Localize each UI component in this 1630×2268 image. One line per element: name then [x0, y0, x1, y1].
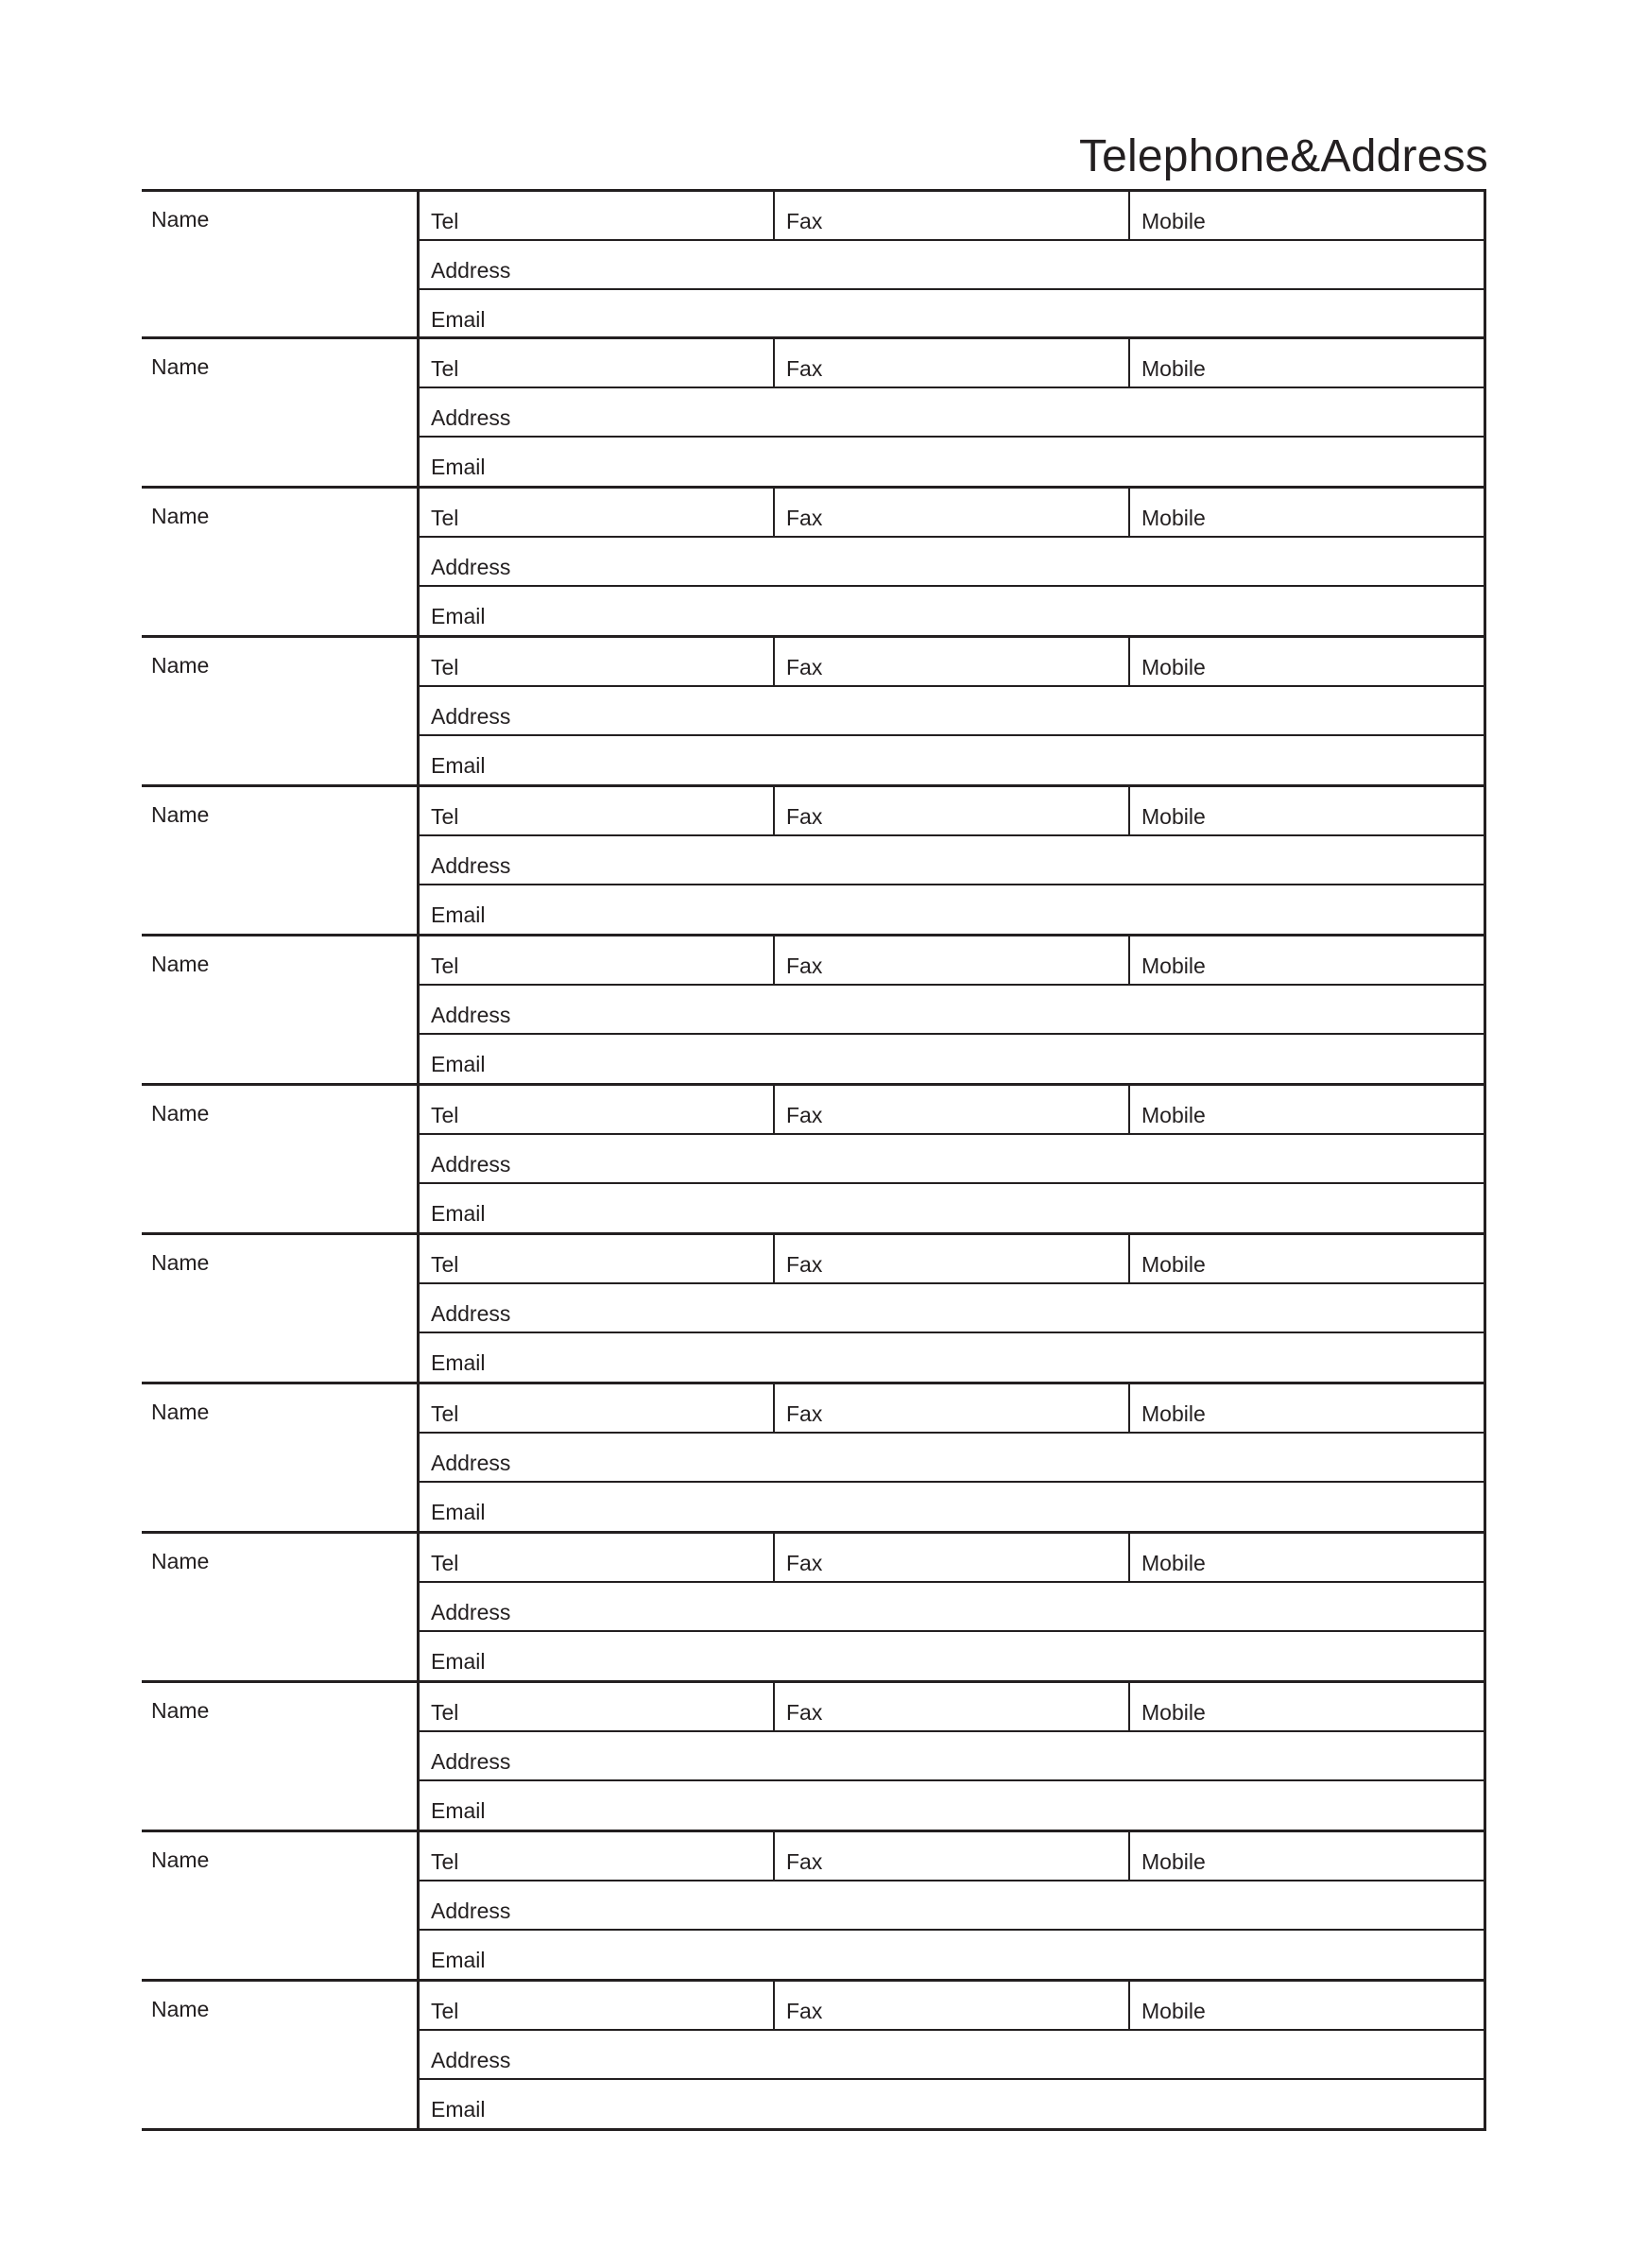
mobile-label: Mobile	[1141, 1700, 1206, 1725]
email-label: Email	[431, 455, 486, 479]
mobile-label: Mobile	[1141, 506, 1206, 530]
address-field[interactable]	[420, 1135, 1484, 1182]
contact-fields	[420, 192, 1486, 336]
mobile-field[interactable]	[1130, 1534, 1484, 1581]
address-field[interactable]	[420, 2031, 1484, 2078]
name-label: Name	[151, 1698, 210, 1723]
phone-row	[420, 1235, 1484, 1284]
contact-entry	[142, 1384, 1486, 1534]
email-label: Email	[431, 2097, 486, 2122]
address-row	[420, 1881, 1484, 1931]
tel-field[interactable]	[420, 787, 775, 834]
phone-row	[420, 192, 1484, 241]
email-field[interactable]	[420, 1483, 1484, 1530]
address-row	[420, 241, 1484, 290]
email-field[interactable]	[420, 885, 1484, 933]
contact-entry	[142, 1982, 1486, 2131]
email-row	[420, 438, 1484, 485]
name-label: Name	[151, 354, 210, 379]
tel-label: Tel	[431, 506, 459, 530]
fax-label: Fax	[786, 1401, 823, 1426]
address-row	[420, 1583, 1484, 1632]
name-label: Name	[151, 1250, 210, 1275]
email-label: Email	[431, 604, 486, 628]
contact-entry	[142, 936, 1486, 1086]
tel-field[interactable]	[420, 1534, 775, 1581]
address-row	[420, 687, 1484, 736]
email-field[interactable]	[420, 1035, 1484, 1082]
name-label: Name	[151, 504, 210, 528]
name-field[interactable]	[142, 1086, 420, 1232]
name-label: Name	[151, 1847, 210, 1872]
address-label: Address	[431, 853, 511, 878]
email-row	[420, 1035, 1484, 1082]
phone-row	[420, 1384, 1484, 1434]
mobile-label: Mobile	[1141, 954, 1206, 978]
mobile-field[interactable]	[1130, 192, 1484, 239]
tel-field[interactable]	[420, 339, 775, 387]
name-label: Name	[151, 653, 210, 678]
address-field[interactable]	[420, 241, 1484, 288]
mobile-label: Mobile	[1141, 655, 1206, 679]
address-row	[420, 1732, 1484, 1781]
contact-fields	[420, 638, 1486, 784]
contact-entry	[142, 1832, 1486, 1982]
email-field[interactable]	[420, 1781, 1484, 1829]
tel-label: Tel	[431, 954, 459, 978]
email-field[interactable]	[420, 2080, 1484, 2127]
address-field[interactable]	[420, 388, 1484, 436]
fax-label: Fax	[786, 1700, 823, 1725]
address-label: Address	[431, 1003, 511, 1027]
phone-row	[420, 936, 1484, 986]
contact-fields	[420, 339, 1486, 486]
email-row	[420, 1184, 1484, 1231]
email-label: Email	[431, 1500, 486, 1524]
address-row	[420, 538, 1484, 587]
contact-entry	[142, 489, 1486, 638]
email-row	[420, 290, 1484, 337]
fax-field[interactable]	[775, 192, 1130, 239]
email-row	[420, 1781, 1484, 1829]
address-label: Address	[431, 258, 511, 283]
name-label: Name	[151, 207, 210, 232]
tel-field[interactable]	[420, 192, 775, 239]
mobile-label: Mobile	[1141, 1999, 1206, 2023]
name-field[interactable]	[142, 787, 420, 934]
phone-row	[420, 1086, 1484, 1135]
phone-row	[420, 339, 1484, 388]
address-label: Address	[431, 1301, 511, 1326]
email-label: Email	[431, 1649, 486, 1674]
email-field[interactable]	[420, 1184, 1484, 1231]
name-field[interactable]	[142, 489, 420, 635]
address-field[interactable]	[420, 1732, 1484, 1779]
fax-field[interactable]	[775, 787, 1130, 834]
email-field[interactable]	[420, 1632, 1484, 1679]
address-field[interactable]	[420, 1881, 1484, 1929]
address-field[interactable]	[420, 986, 1484, 1033]
email-row	[420, 885, 1484, 933]
tel-field[interactable]	[420, 638, 775, 685]
fax-label: Fax	[786, 1849, 823, 1874]
mobile-label: Mobile	[1141, 356, 1206, 381]
address-row	[420, 836, 1484, 885]
fax-field[interactable]	[775, 638, 1130, 685]
fax-field[interactable]	[775, 1832, 1130, 1880]
name-label: Name	[151, 1400, 210, 1424]
tel-label: Tel	[431, 804, 459, 829]
name-field[interactable]	[142, 339, 420, 486]
name-label: Name	[151, 1549, 210, 1573]
email-label: Email	[431, 1798, 486, 1823]
mobile-label: Mobile	[1141, 1103, 1206, 1127]
email-field[interactable]	[420, 290, 1484, 337]
fax-label: Fax	[786, 1103, 823, 1127]
address-label: Address	[431, 704, 511, 729]
fax-field[interactable]	[775, 1534, 1130, 1581]
mobile-field[interactable]	[1130, 1086, 1484, 1133]
tel-label: Tel	[431, 1551, 459, 1575]
tel-field[interactable]	[420, 936, 775, 984]
tel-label: Tel	[431, 1103, 459, 1127]
email-row	[420, 2080, 1484, 2127]
name-field[interactable]	[142, 1235, 420, 1382]
address-label: Address	[431, 2048, 511, 2072]
name-field[interactable]	[142, 1683, 420, 1830]
fax-field[interactable]	[775, 1683, 1130, 1730]
address-field[interactable]	[420, 836, 1484, 884]
fax-field[interactable]	[775, 1982, 1130, 2029]
mobile-field[interactable]	[1130, 1832, 1484, 1880]
email-row	[420, 1333, 1484, 1381]
mobile-field[interactable]	[1130, 936, 1484, 984]
email-field[interactable]	[420, 1931, 1484, 1978]
tel-field[interactable]	[420, 1384, 775, 1432]
email-label: Email	[431, 1948, 486, 1972]
name-label: Name	[151, 1101, 210, 1125]
contact-entry	[142, 787, 1486, 936]
contact-fields	[420, 936, 1486, 1083]
address-row	[420, 1135, 1484, 1184]
fax-field[interactable]	[775, 1384, 1130, 1432]
tel-field[interactable]	[420, 1086, 775, 1133]
tel-label: Tel	[431, 655, 459, 679]
address-label: Address	[431, 1451, 511, 1475]
name-field[interactable]	[142, 1384, 420, 1531]
email-label: Email	[431, 1201, 486, 1226]
mobile-field[interactable]	[1130, 1235, 1484, 1282]
contact-entry	[142, 1086, 1486, 1235]
tel-label: Tel	[431, 1252, 459, 1277]
fax-label: Fax	[786, 1551, 823, 1575]
mobile-label: Mobile	[1141, 209, 1206, 233]
mobile-label: Mobile	[1141, 1252, 1206, 1277]
fax-label: Fax	[786, 209, 823, 233]
contact-fields	[420, 1534, 1486, 1680]
address-field[interactable]	[420, 687, 1484, 734]
address-field[interactable]	[420, 1434, 1484, 1481]
mobile-field[interactable]	[1130, 1982, 1484, 2029]
tel-field[interactable]	[420, 1832, 775, 1880]
phone-row	[420, 787, 1484, 836]
contact-fields	[420, 1683, 1486, 1830]
contact-fields	[420, 1982, 1486, 2128]
fax-field[interactable]	[775, 936, 1130, 984]
address-row	[420, 986, 1484, 1035]
fax-label: Fax	[786, 954, 823, 978]
fax-field[interactable]	[775, 339, 1130, 387]
mobile-label: Mobile	[1141, 1551, 1206, 1575]
address-label: Address	[431, 1749, 511, 1774]
name-label: Name	[151, 1997, 210, 2021]
fax-field[interactable]	[775, 1086, 1130, 1133]
address-field[interactable]	[420, 1583, 1484, 1630]
address-label: Address	[431, 1152, 511, 1177]
address-book-table	[142, 189, 1486, 2131]
name-field[interactable]	[142, 936, 420, 1083]
mobile-field[interactable]	[1130, 638, 1484, 685]
contact-entry	[142, 1683, 1486, 1832]
phone-row	[420, 1534, 1484, 1583]
mobile-field[interactable]	[1130, 787, 1484, 834]
contact-entry	[142, 1235, 1486, 1384]
phone-row	[420, 1683, 1484, 1732]
contact-fields	[420, 1086, 1486, 1232]
address-field[interactable]	[420, 538, 1484, 585]
fax-label: Fax	[786, 356, 823, 381]
fax-label: Fax	[786, 655, 823, 679]
name-field[interactable]	[142, 1832, 420, 1979]
tel-field[interactable]	[420, 489, 775, 536]
contact-fields	[420, 787, 1486, 934]
name-field[interactable]	[142, 1982, 420, 2128]
name-field[interactable]	[142, 1534, 420, 1680]
contact-entry	[142, 1534, 1486, 1683]
address-field[interactable]	[420, 1284, 1484, 1332]
address-label: Address	[431, 1600, 511, 1624]
address-row	[420, 2031, 1484, 2080]
fax-label: Fax	[786, 1252, 823, 1277]
mobile-field[interactable]	[1130, 1384, 1484, 1432]
fax-label: Fax	[786, 1999, 823, 2023]
mobile-field[interactable]	[1130, 339, 1484, 387]
email-label: Email	[431, 1350, 486, 1375]
name-field[interactable]	[142, 192, 420, 336]
mobile-field[interactable]	[1130, 1683, 1484, 1730]
contact-entry	[142, 339, 1486, 489]
email-row	[420, 736, 1484, 783]
contact-entry	[142, 192, 1486, 339]
name-field[interactable]	[142, 638, 420, 784]
mobile-label: Mobile	[1141, 804, 1206, 829]
address-row	[420, 1434, 1484, 1483]
email-row	[420, 1931, 1484, 1978]
mobile-field[interactable]	[1130, 489, 1484, 536]
phone-row	[420, 638, 1484, 687]
tel-label: Tel	[431, 1849, 459, 1874]
fax-label: Fax	[786, 506, 823, 530]
fax-field[interactable]	[775, 1235, 1130, 1282]
email-field[interactable]	[420, 438, 1484, 485]
phone-row	[420, 1982, 1484, 2031]
email-label: Email	[431, 902, 486, 927]
email-field[interactable]	[420, 736, 1484, 783]
tel-label: Tel	[431, 356, 459, 381]
address-label: Address	[431, 1899, 511, 1923]
tel-label: Tel	[431, 1999, 459, 2023]
email-row	[420, 587, 1484, 634]
tel-label: Tel	[431, 1401, 459, 1426]
address-row	[420, 1284, 1484, 1333]
address-row	[420, 388, 1484, 438]
email-row	[420, 1483, 1484, 1530]
contact-fields	[420, 1384, 1486, 1531]
email-label: Email	[431, 307, 486, 332]
address-label: Address	[431, 555, 511, 579]
email-label: Email	[431, 753, 486, 778]
contact-fields	[420, 1832, 1486, 1979]
phone-row	[420, 489, 1484, 538]
fax-label: Fax	[786, 804, 823, 829]
email-field[interactable]	[420, 587, 1484, 634]
email-row	[420, 1632, 1484, 1679]
contact-fields	[420, 489, 1486, 635]
phone-row	[420, 1832, 1484, 1881]
tel-label: Tel	[431, 209, 459, 233]
mobile-label: Mobile	[1141, 1401, 1206, 1426]
mobile-label: Mobile	[1141, 1849, 1206, 1874]
address-label: Address	[431, 405, 511, 430]
tel-field[interactable]	[420, 1235, 775, 1282]
tel-field[interactable]	[420, 1982, 775, 2029]
tel-field[interactable]	[420, 1683, 775, 1730]
fax-field[interactable]	[775, 489, 1130, 536]
page-title: Telephone&Address	[1078, 131, 1488, 181]
email-label: Email	[431, 1052, 486, 1076]
name-label: Name	[151, 952, 210, 976]
name-label: Name	[151, 802, 210, 827]
contact-entry	[142, 638, 1486, 787]
contact-fields	[420, 1235, 1486, 1382]
tel-label: Tel	[431, 1700, 459, 1725]
email-field[interactable]	[420, 1333, 1484, 1381]
